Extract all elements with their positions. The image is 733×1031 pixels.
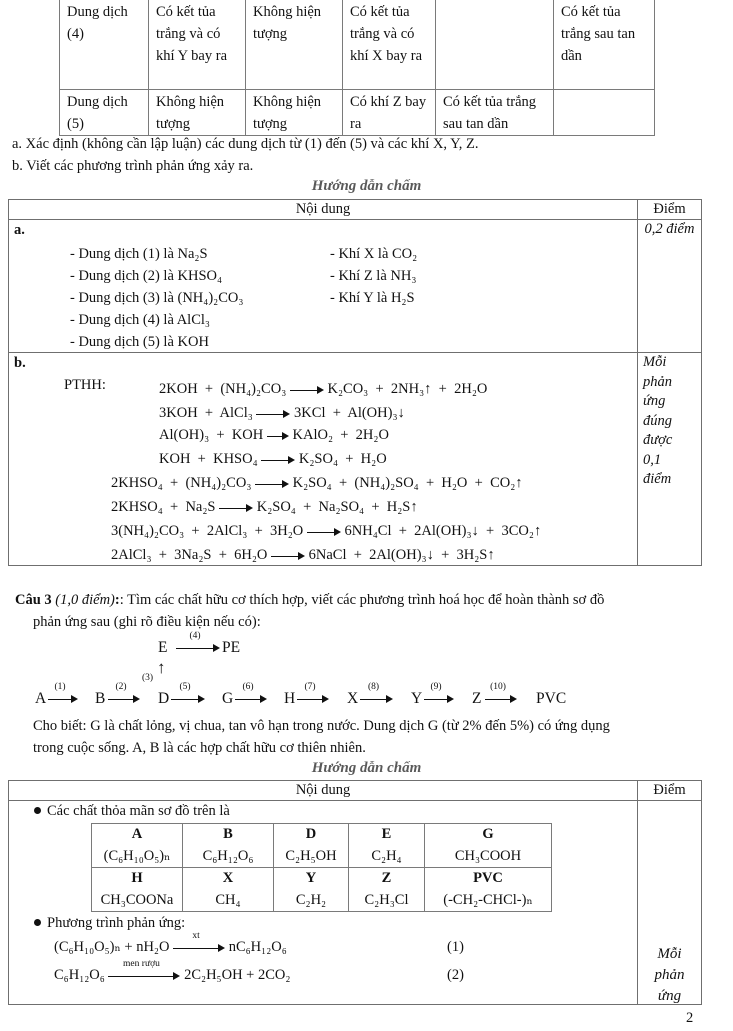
question3-points: (1,0 điểm) <box>55 592 115 608</box>
substance-formula: C₂H₅OH <box>285 847 337 864</box>
reaction-arrow-icon <box>108 958 180 982</box>
gas-list <box>330 243 417 309</box>
equation-products: 2C₂H₅OH + 2CO₂ <box>184 967 291 983</box>
equation <box>111 497 418 517</box>
equation <box>159 449 387 469</box>
equation-products: 6NH₄Cl + 2Al(OH)₃↓ + 3CO₂↑ <box>344 523 542 539</box>
substance-label: X <box>222 870 234 886</box>
substance-formula: (C₆H₁₀O₅)ₙ <box>103 847 171 864</box>
table-cell <box>436 0 554 90</box>
section-b-label: b. <box>14 355 26 371</box>
arrow-label: (5) <box>179 682 191 692</box>
reaction-arrow-icon <box>256 408 290 420</box>
table-row <box>92 824 552 868</box>
table-row <box>60 90 655 136</box>
substance-label: Z <box>381 870 392 886</box>
equation <box>111 521 541 541</box>
table-cell: Không hiện tượng <box>246 0 343 90</box>
question-part-a: a. Xác định (không cần lập luận) các dung dịch từ (1) đến (5) và các khí X, Y, Z. <box>12 136 479 152</box>
question3-prompt: Câu 3 (1,0 điểm):: Tìm các chất hữu cơ thích hợp, viết các phương trình hoá học để hoàn thành sơ đồ <box>15 592 605 608</box>
question3-prompt-text: : Tìm các chất hữu cơ thích hợp, viết các phương trình hoá học để hoàn thành sơ đồ <box>119 592 605 608</box>
equation-reactants: 2KHSO₄ + Na₂S <box>111 499 216 515</box>
substance-formula: C₂H₃Cl <box>364 891 409 908</box>
reaction-arrow-icon <box>108 682 140 705</box>
arrow-label: (4) <box>189 631 201 641</box>
given-line1: Cho biết: G là chất lỏng, vị chua, tan vô hạn trong nước. Dung dịch G (từ 2% đến 5%) có ứng dụng <box>33 718 610 734</box>
substance-formula: C₂H₄ <box>371 847 402 864</box>
column-header-score: Điểm <box>638 200 702 220</box>
column-header-score: Điểm <box>638 781 702 801</box>
solution-list <box>70 243 243 353</box>
reaction-arrow-icon <box>171 682 205 705</box>
solution-item: - Dung dịch (3) là (NH₄)₂CO₃ <box>70 290 244 306</box>
table-row <box>92 868 552 912</box>
section-a-score-cell <box>638 220 702 353</box>
reaction-arrow-icon <box>219 502 253 514</box>
score-text: Mỗi phản ứng <box>654 946 685 1004</box>
substance-table <box>91 823 552 912</box>
substance-formula: CH₃COOH <box>454 847 522 864</box>
section-a-score: 0,2 điểm <box>644 221 695 237</box>
reaction-arrow-icon <box>261 454 295 466</box>
section-a-label: a. <box>14 222 25 238</box>
arrow-label: (1) <box>54 682 66 692</box>
grading-heading-2: Hướng dẫn chấm <box>311 760 422 776</box>
substance-label: E <box>381 826 392 842</box>
equation-reactants: C₆H₁₂O₆ <box>54 967 105 983</box>
table-cell: Không hiện tượng <box>149 90 246 136</box>
equation <box>111 473 523 493</box>
solution-item: - Dung dịch (2) là KHSO₄ <box>70 268 223 284</box>
equation-products: 6NaCl + 2Al(OH)₃↓ + 3H₂S↑ <box>308 547 495 563</box>
scheme-node: B <box>95 690 106 707</box>
equation-number: (2) <box>447 967 464 983</box>
table-cell: Dung dịch (4) <box>60 0 149 90</box>
substance-cell <box>183 868 274 912</box>
bullet-icon <box>34 919 41 926</box>
reaction-arrow-icon <box>297 682 329 705</box>
pthh-prefix: PTHH: <box>64 377 106 393</box>
substance-label: Y <box>305 870 317 886</box>
substance-cell <box>425 868 552 912</box>
table-cell: Có kết tủa trắng và có khí Y bay ra <box>149 0 246 90</box>
substance-label: D <box>305 826 317 842</box>
substance-label: H <box>131 870 143 886</box>
substance-formula: CH₄ <box>215 891 241 908</box>
gas-item: - Khí X là CO₂ <box>330 246 418 262</box>
equation <box>54 958 291 985</box>
solution-item: - Dung dịch (1) là Na₂S <box>70 246 208 262</box>
gas-item: - Khí Y là H₂S <box>330 290 415 306</box>
question-part-b: b. Viết các phương trình phản ứng xảy ra. <box>12 158 254 174</box>
given-line2: trong cuộc sống. A, B là các hợp chất hữu cơ thiên nhiên. <box>33 740 366 756</box>
substance-label: B <box>223 826 233 842</box>
substance-cell <box>92 824 183 868</box>
question3-prompt-line2: phản ứng sau (ghi rõ điều kiện nếu có): <box>33 614 261 630</box>
bullet-icon <box>34 807 41 814</box>
substance-cell <box>425 824 552 868</box>
arrow-label: men rượu <box>123 958 160 969</box>
section-b-score-cell <box>638 353 702 566</box>
equation-reactants: KOH + KHSO₄ <box>159 451 258 467</box>
reaction-arrow-icon <box>235 682 267 705</box>
equation-products: nC₆H₁₂O₆ <box>228 939 287 955</box>
substance-cell <box>349 824 425 868</box>
equation <box>111 545 495 565</box>
table-cell: Có kết tủa trắng sau tan dần <box>436 90 554 136</box>
equations-intro: Phương trình phản ứng: <box>34 913 185 933</box>
arrow-label: (7) <box>304 682 316 692</box>
scheme-node: G <box>222 690 234 707</box>
equation-products: K₂CO₃ + 2NH₃↑ + 2H₂O <box>327 381 488 397</box>
equation <box>159 425 389 445</box>
substance-formula: (-CH₂-CHCl-)ₙ <box>443 891 533 908</box>
substances-intro: Các chất thỏa mãn sơ đồ trên là <box>34 801 230 821</box>
table-cell: Không hiện tượng <box>246 90 343 136</box>
table-cell <box>554 90 655 136</box>
solution-item: - Dung dịch (5) là KOH <box>70 334 209 350</box>
table-row <box>60 0 655 90</box>
substance-cell <box>183 824 274 868</box>
arrow-label: (10) <box>490 682 506 692</box>
substance-formula: C₆H₁₂O₆ <box>202 847 254 864</box>
reaction-arrow-icon <box>307 526 341 538</box>
reaction-arrow-icon <box>173 930 225 954</box>
solution-item: - Dung dịch (4) là AlCl₃ <box>70 312 210 328</box>
equation <box>159 403 405 423</box>
arrow-label: (8) <box>367 682 380 692</box>
equation-products: 3KCl + Al(OH)₃↓ <box>294 405 405 421</box>
scheme-node: PE <box>222 639 241 656</box>
reaction-arrow-icon <box>360 682 393 705</box>
equation-reactants: 3KOH + AlCl₃ <box>159 405 253 421</box>
column-header-content: Nội dung <box>9 200 638 220</box>
table-cell: Có khí Z bay ra <box>343 90 436 136</box>
equation-reactants: 2KOH + (NH₄)₂CO₃ <box>159 381 287 397</box>
arrow-label: (6) <box>242 682 254 692</box>
reaction-arrow-icon <box>424 682 454 705</box>
substance-cell <box>274 868 349 912</box>
up-arrow-icon: ↑ <box>157 658 166 677</box>
table-cell: Có kết tủa trắng và có khí X bay ra <box>343 0 436 90</box>
arrow-label: (9) <box>430 682 442 692</box>
scheme-node: D <box>158 690 170 707</box>
section-b-score: Mỗi phản ứng đúng được 0,1 điểm <box>643 354 673 487</box>
reaction-arrow-icon <box>255 478 289 490</box>
gas-item: - Khí Z là NH₃ <box>330 268 417 284</box>
observation-table <box>59 0 655 136</box>
reaction-arrow-icon <box>48 682 78 705</box>
arrow-label: (2) <box>115 682 127 692</box>
grading-heading: Hướng dẫn chấm <box>311 178 422 194</box>
scheme-node: PVC <box>536 690 567 707</box>
equation-products: K₂SO₄ + (NH₄)₂SO₄ + H₂O + CO₂↑ <box>292 475 523 491</box>
equation-number: (1) <box>447 939 464 955</box>
equation <box>54 930 287 957</box>
arrow-label: xt <box>192 930 200 941</box>
substance-formula: CH₃COONa <box>100 891 174 908</box>
scheme-node: Y <box>411 690 423 707</box>
reaction-arrow-icon <box>271 550 305 562</box>
page-number: 2 <box>686 1010 694 1026</box>
scheme-node: X <box>347 690 359 707</box>
table-cell: Dung dịch (5) <box>60 90 149 136</box>
equation-reactants: 2KHSO₄ + (NH₄)₂CO₃ <box>111 475 252 491</box>
substance-cell <box>349 868 425 912</box>
equation <box>159 379 487 399</box>
step-label: (3) <box>142 673 154 683</box>
reaction-arrow-icon <box>485 682 517 705</box>
substance-label: G <box>482 826 494 842</box>
section-b-cell <box>9 353 638 566</box>
equation-reactants: Al(OH)₃ + KOH <box>159 427 264 443</box>
table-cell: Có kết tủa trắng sau tan dần <box>554 0 655 90</box>
question3-title: Câu 3 <box>15 592 52 608</box>
scheme-node: A <box>35 690 47 707</box>
column-header-content: Nội dung <box>9 781 638 801</box>
substance-cell <box>274 824 349 868</box>
reaction-arrow-icon <box>290 384 324 396</box>
equation-products: K₂SO₄ + Na₂SO₄ + H₂S↑ <box>256 499 418 515</box>
scheme-node: Z <box>472 690 482 707</box>
grading-table-1 <box>8 199 702 566</box>
equation-products: KAlO₂ + 2H₂O <box>292 427 389 443</box>
score-cell <box>638 801 702 1005</box>
substance-label: PVC <box>473 870 503 886</box>
substance-formula: C₂H₂ <box>295 891 327 908</box>
reaction-arrow-icon <box>176 631 220 654</box>
scheme-node: E <box>158 639 168 656</box>
substance-cell <box>92 868 183 912</box>
equation-reactants: (C₆H₁₀O₅)ₙ + nH₂O <box>54 939 170 955</box>
equation-products: K₂SO₄ + H₂O <box>298 451 387 467</box>
substance-label: A <box>131 826 143 842</box>
reaction-arrow-icon <box>267 430 289 442</box>
equation-reactants: 2AlCl₃ + 3Na₂S + 6H₂O <box>111 547 268 563</box>
equation-reactants: 3(NH₄)₂CO₃ + 2AlCl₃ + 3H₂O <box>111 523 304 539</box>
scheme-node: H <box>284 690 296 707</box>
section-a-cell <box>9 220 638 353</box>
